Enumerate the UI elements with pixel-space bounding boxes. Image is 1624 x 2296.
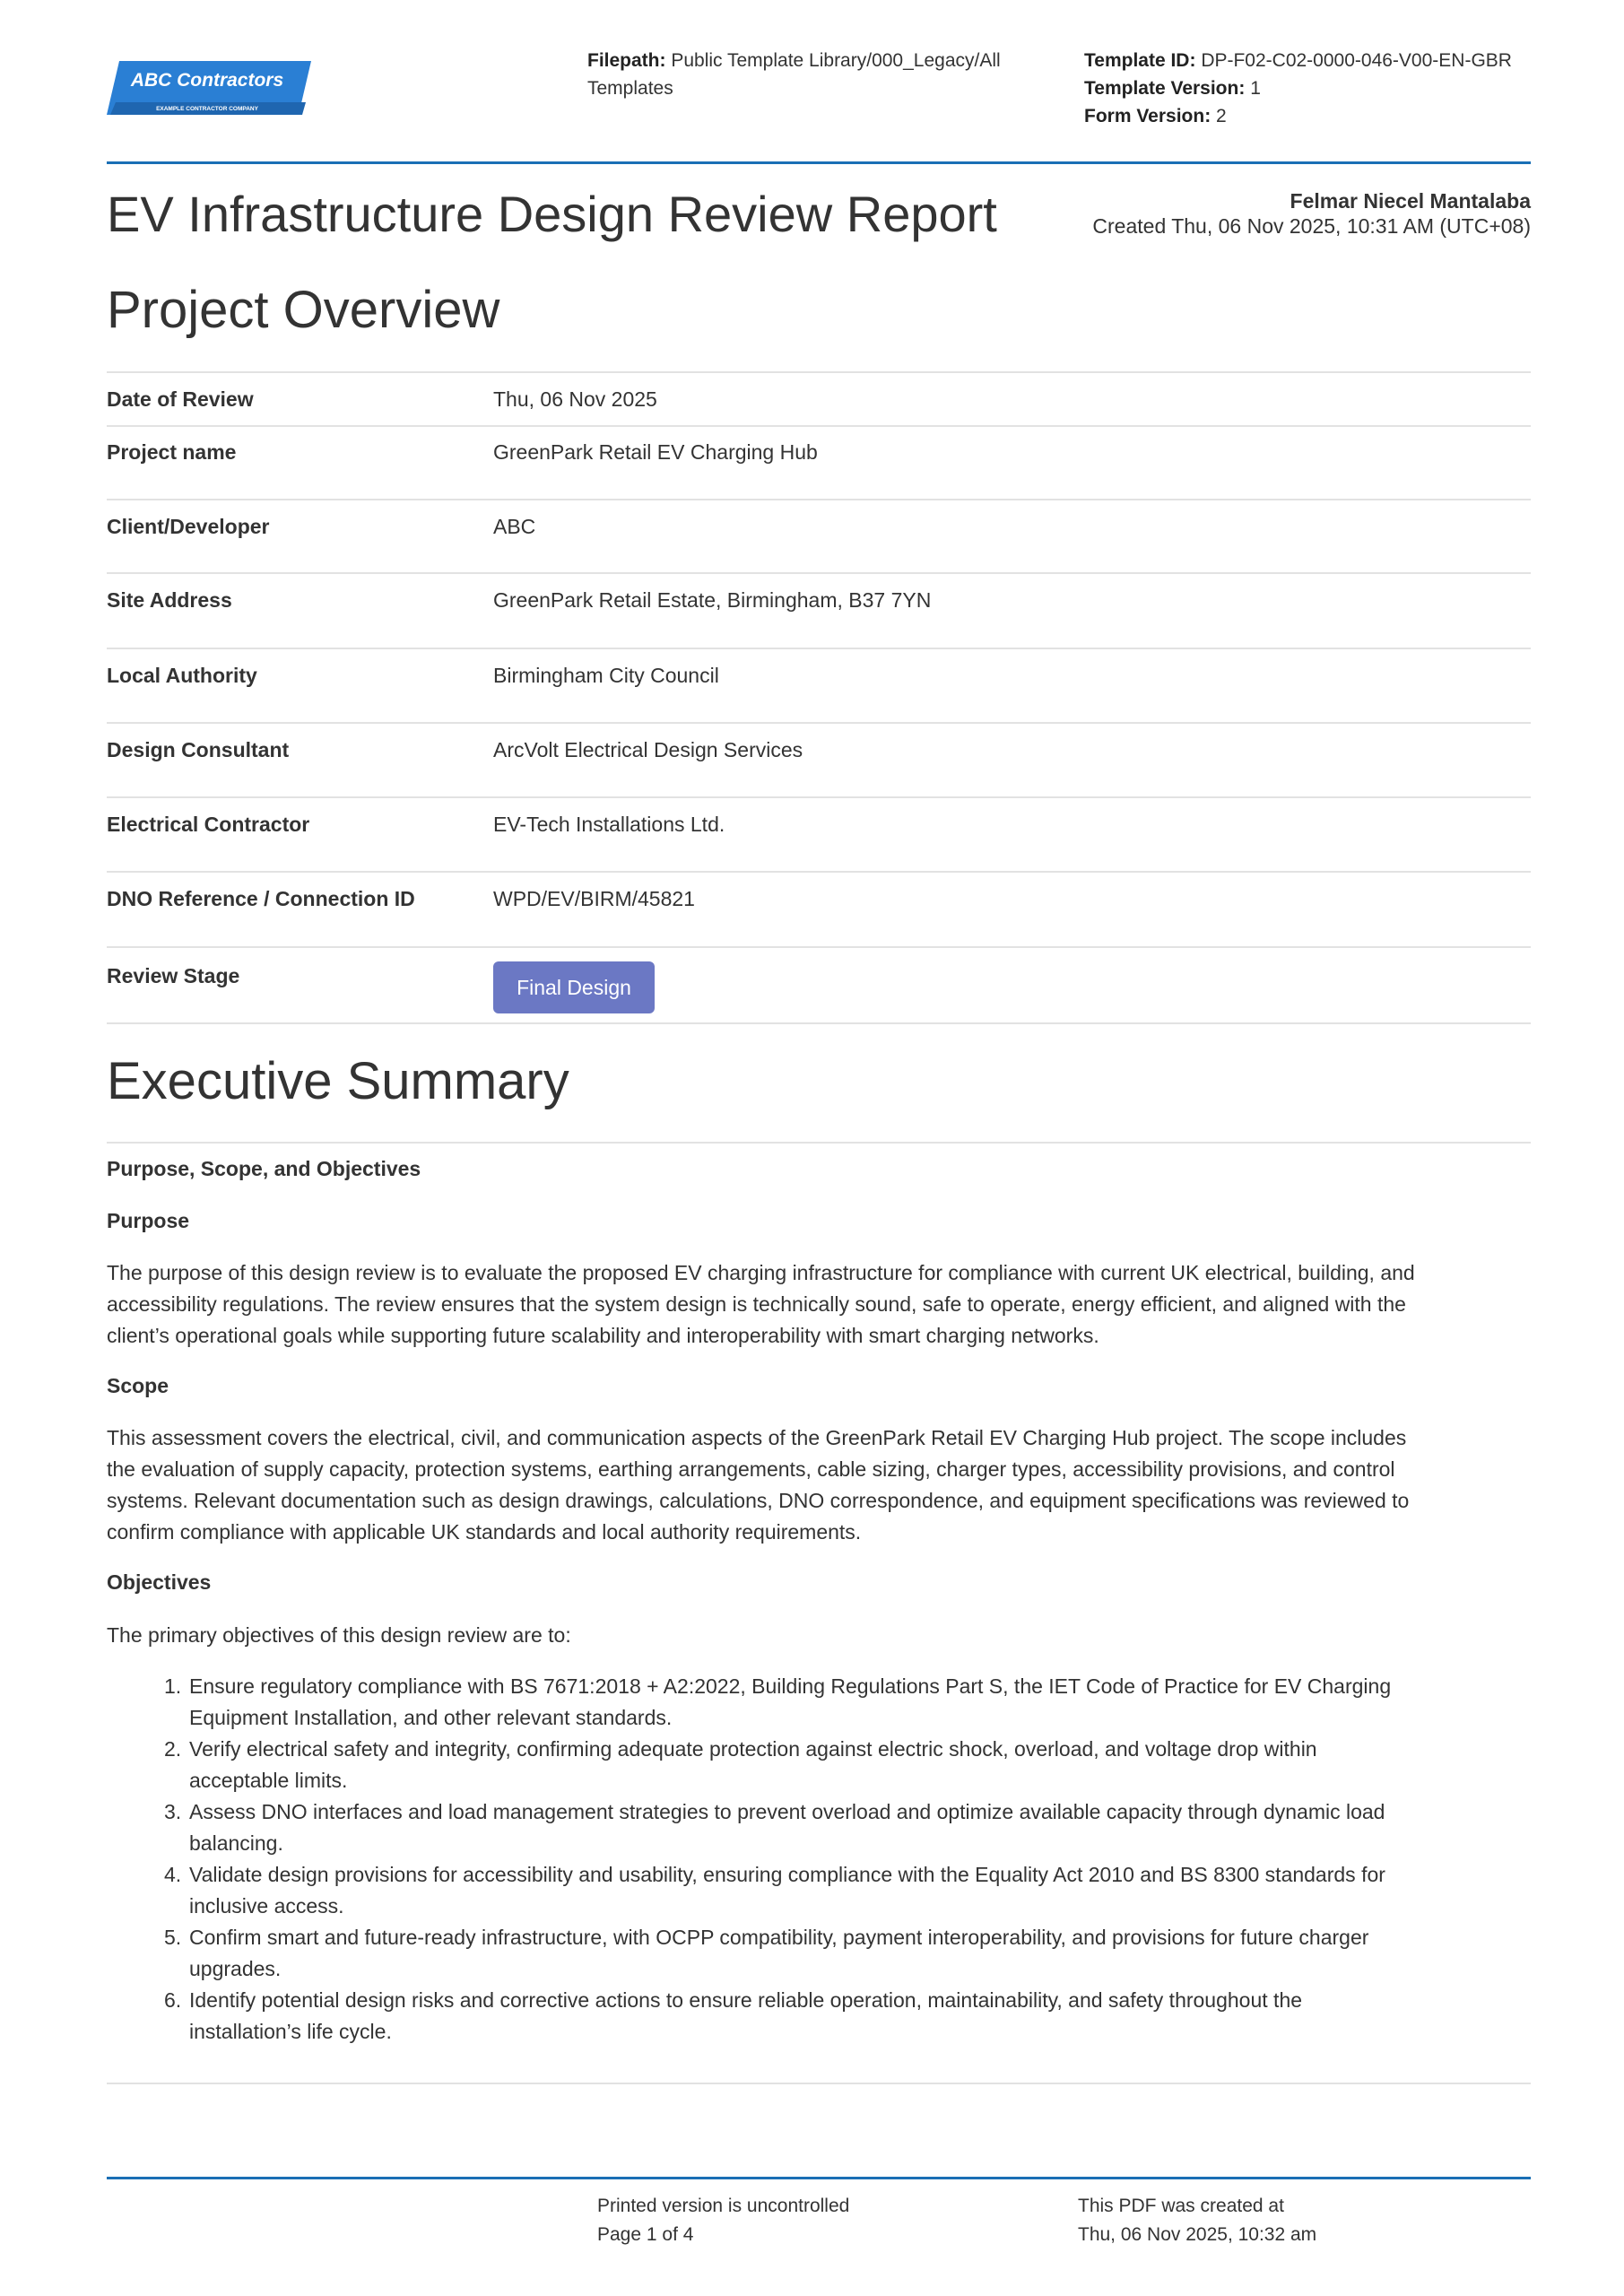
field-value-local-authority: Birmingham City Council bbox=[493, 664, 719, 687]
field-label-client-developer: Client/Developer bbox=[107, 515, 270, 538]
field-value-client-developer: ABC bbox=[493, 515, 536, 538]
logo-subtext: EXAMPLE CONTRACTOR COMPANY bbox=[156, 106, 258, 112]
printed-notice: Printed version is uncontrolled bbox=[597, 2196, 850, 2216]
form-version-value: 2 bbox=[1216, 106, 1227, 126]
divider bbox=[107, 1022, 1531, 1024]
list-item: 1. Ensure regulatory compliance with BS 7671:2018 + A2:2022, Building Regulations Part S, the IET Code of Practice for EV Charging Equipment Installation, and other relevant standards. bbox=[164, 1674, 1392, 1729]
list-item: 5. Confirm smart and future-ready infrastructure, with OCPP compatibility, payment interoperability, and provisions for future charger upgrades. bbox=[164, 1926, 1369, 1980]
field-label-project-name: Project name bbox=[107, 440, 237, 464]
author-block bbox=[1092, 188, 1531, 239]
created-timestamp: Created Thu, 06 Nov 2025, 10:31 AM (UTC+08) bbox=[1092, 214, 1531, 238]
author-name: Felmar Niecel Mantalaba bbox=[1290, 189, 1531, 213]
objectives-heading: Objectives bbox=[107, 1570, 212, 1594]
pdf-created-label: This PDF was created at bbox=[1078, 2196, 1284, 2216]
section-heading-project-overview: Project Overview bbox=[107, 281, 500, 339]
field-label-dno-reference: DNO Reference / Connection ID bbox=[107, 887, 415, 910]
footer-divider bbox=[107, 2177, 1531, 2179]
divider bbox=[107, 2083, 1531, 2084]
filepath-value: Public Template Library/000_Legacy/All bbox=[671, 50, 1001, 71]
field-label-date-of-review: Date of Review bbox=[107, 387, 254, 411]
field-label-design-consultant: Design Consultant bbox=[107, 738, 290, 761]
review-stage-badge: Final Design bbox=[493, 961, 655, 1013]
field-label-review-stage: Review Stage bbox=[107, 964, 240, 987]
scope-heading: Scope bbox=[107, 1374, 169, 1397]
purpose-heading: Purpose bbox=[107, 1209, 190, 1232]
template-id-label: Template ID: bbox=[1084, 50, 1196, 71]
divider bbox=[107, 425, 1531, 427]
objectives-list bbox=[107, 1671, 1531, 2048]
list-item: 2. Verify electrical safety and integrity, confirming adequate protection against electric shock, overload, and voltage drop within acceptable limits. bbox=[164, 1737, 1317, 1792]
field-value-electrical-contractor: EV-Tech Installations Ltd. bbox=[493, 813, 725, 836]
divider bbox=[107, 648, 1531, 649]
field-label-site-address: Site Address bbox=[107, 588, 232, 612]
form-version-label: Form Version: bbox=[1084, 106, 1211, 126]
divider bbox=[107, 572, 1531, 574]
field-label-electrical-contractor: Electrical Contractor bbox=[107, 813, 310, 836]
template-version-label: Template Version: bbox=[1084, 78, 1246, 99]
pdf-created-value: Thu, 06 Nov 2025, 10:32 am bbox=[1078, 2224, 1317, 2245]
list-item: 3. Assess DNO interfaces and load management strategies to prevent overload and optimize available capacity through dynamic load balancing. bbox=[164, 1800, 1385, 1855]
report-title: EV Infrastructure Design Review Report bbox=[107, 186, 997, 242]
field-value-site-address: GreenPark Retail Estate, Birmingham, B37 7YN bbox=[493, 588, 932, 612]
objectives-intro: The primary objectives of this design review are to: bbox=[107, 1623, 571, 1647]
list-item: 6. Identify potential design risks and corrective actions to ensure reliable operation, maintainability, and safety throughout the installation’s life cycle. bbox=[164, 1988, 1303, 2043]
divider bbox=[107, 871, 1531, 873]
logo-text: ABC Contractors bbox=[130, 70, 284, 91]
divider bbox=[107, 722, 1531, 724]
divider bbox=[107, 1142, 1531, 1144]
divider bbox=[107, 371, 1531, 373]
divider bbox=[107, 946, 1531, 948]
field-value-design-consultant: ArcVolt Electrical Design Services bbox=[493, 738, 803, 761]
pso-heading: Purpose, Scope, and Objectives bbox=[107, 1157, 421, 1180]
footer-print-info bbox=[597, 2192, 849, 2249]
company-logo bbox=[107, 59, 313, 117]
scope-paragraph: This assessment covers the electrical, civil, and communication aspects of the GreenPark Retail EV Charging Hub project. The scope includes the evaluation of supply capacity, protection systems, earthing arrangements, cable sizing, charger types, accessibility provisions, and control systems. Relevant documentation such as design drawings, calculations, DNO correspondence, and equipment specifications was reviewed to confirm compliance with applicable UK standards and local authority requirements. bbox=[107, 1426, 1410, 1544]
report-page bbox=[107, 0, 1531, 2296]
page-number: Page 1 of 4 bbox=[597, 2224, 694, 2245]
field-label-local-authority: Local Authority bbox=[107, 664, 257, 687]
filepath-label: Filepath: bbox=[587, 50, 666, 71]
divider bbox=[107, 499, 1531, 500]
template-id-value: DP-F02-C02-0000-046-V00-EN-GBR bbox=[1201, 50, 1512, 71]
template-version-value: 1 bbox=[1250, 78, 1261, 99]
divider bbox=[107, 796, 1531, 798]
purpose-paragraph: The purpose of this design review is to evaluate the proposed EV charging infrastructure for compliance with current UK electrical, building, and accessibility regulations. The review ensures that the system design is technically sound, safe to operate, energy efficient, and aligned with the client’s operational goals while supporting future scalability and interoperability with smart charging networks. bbox=[107, 1261, 1415, 1347]
field-value-dno-reference: WPD/EV/BIRM/45821 bbox=[493, 887, 695, 910]
footer-pdf-info bbox=[1078, 2192, 1316, 2249]
header-divider bbox=[107, 161, 1531, 164]
field-value-project-name: GreenPark Retail EV Charging Hub bbox=[493, 440, 818, 464]
list-item: 4. Validate design provisions for accessibility and usability, ensuring compliance with the Equality Act 2010 and BS 8300 standards for inclusive access. bbox=[164, 1863, 1385, 1918]
filepath-value-cont: Templates bbox=[587, 78, 673, 99]
section-heading-executive-summary: Executive Summary bbox=[107, 1052, 569, 1110]
field-value-date-of-review: Thu, 06 Nov 2025 bbox=[493, 387, 657, 411]
template-meta-block bbox=[1084, 47, 1533, 130]
filepath-block bbox=[587, 47, 1054, 102]
